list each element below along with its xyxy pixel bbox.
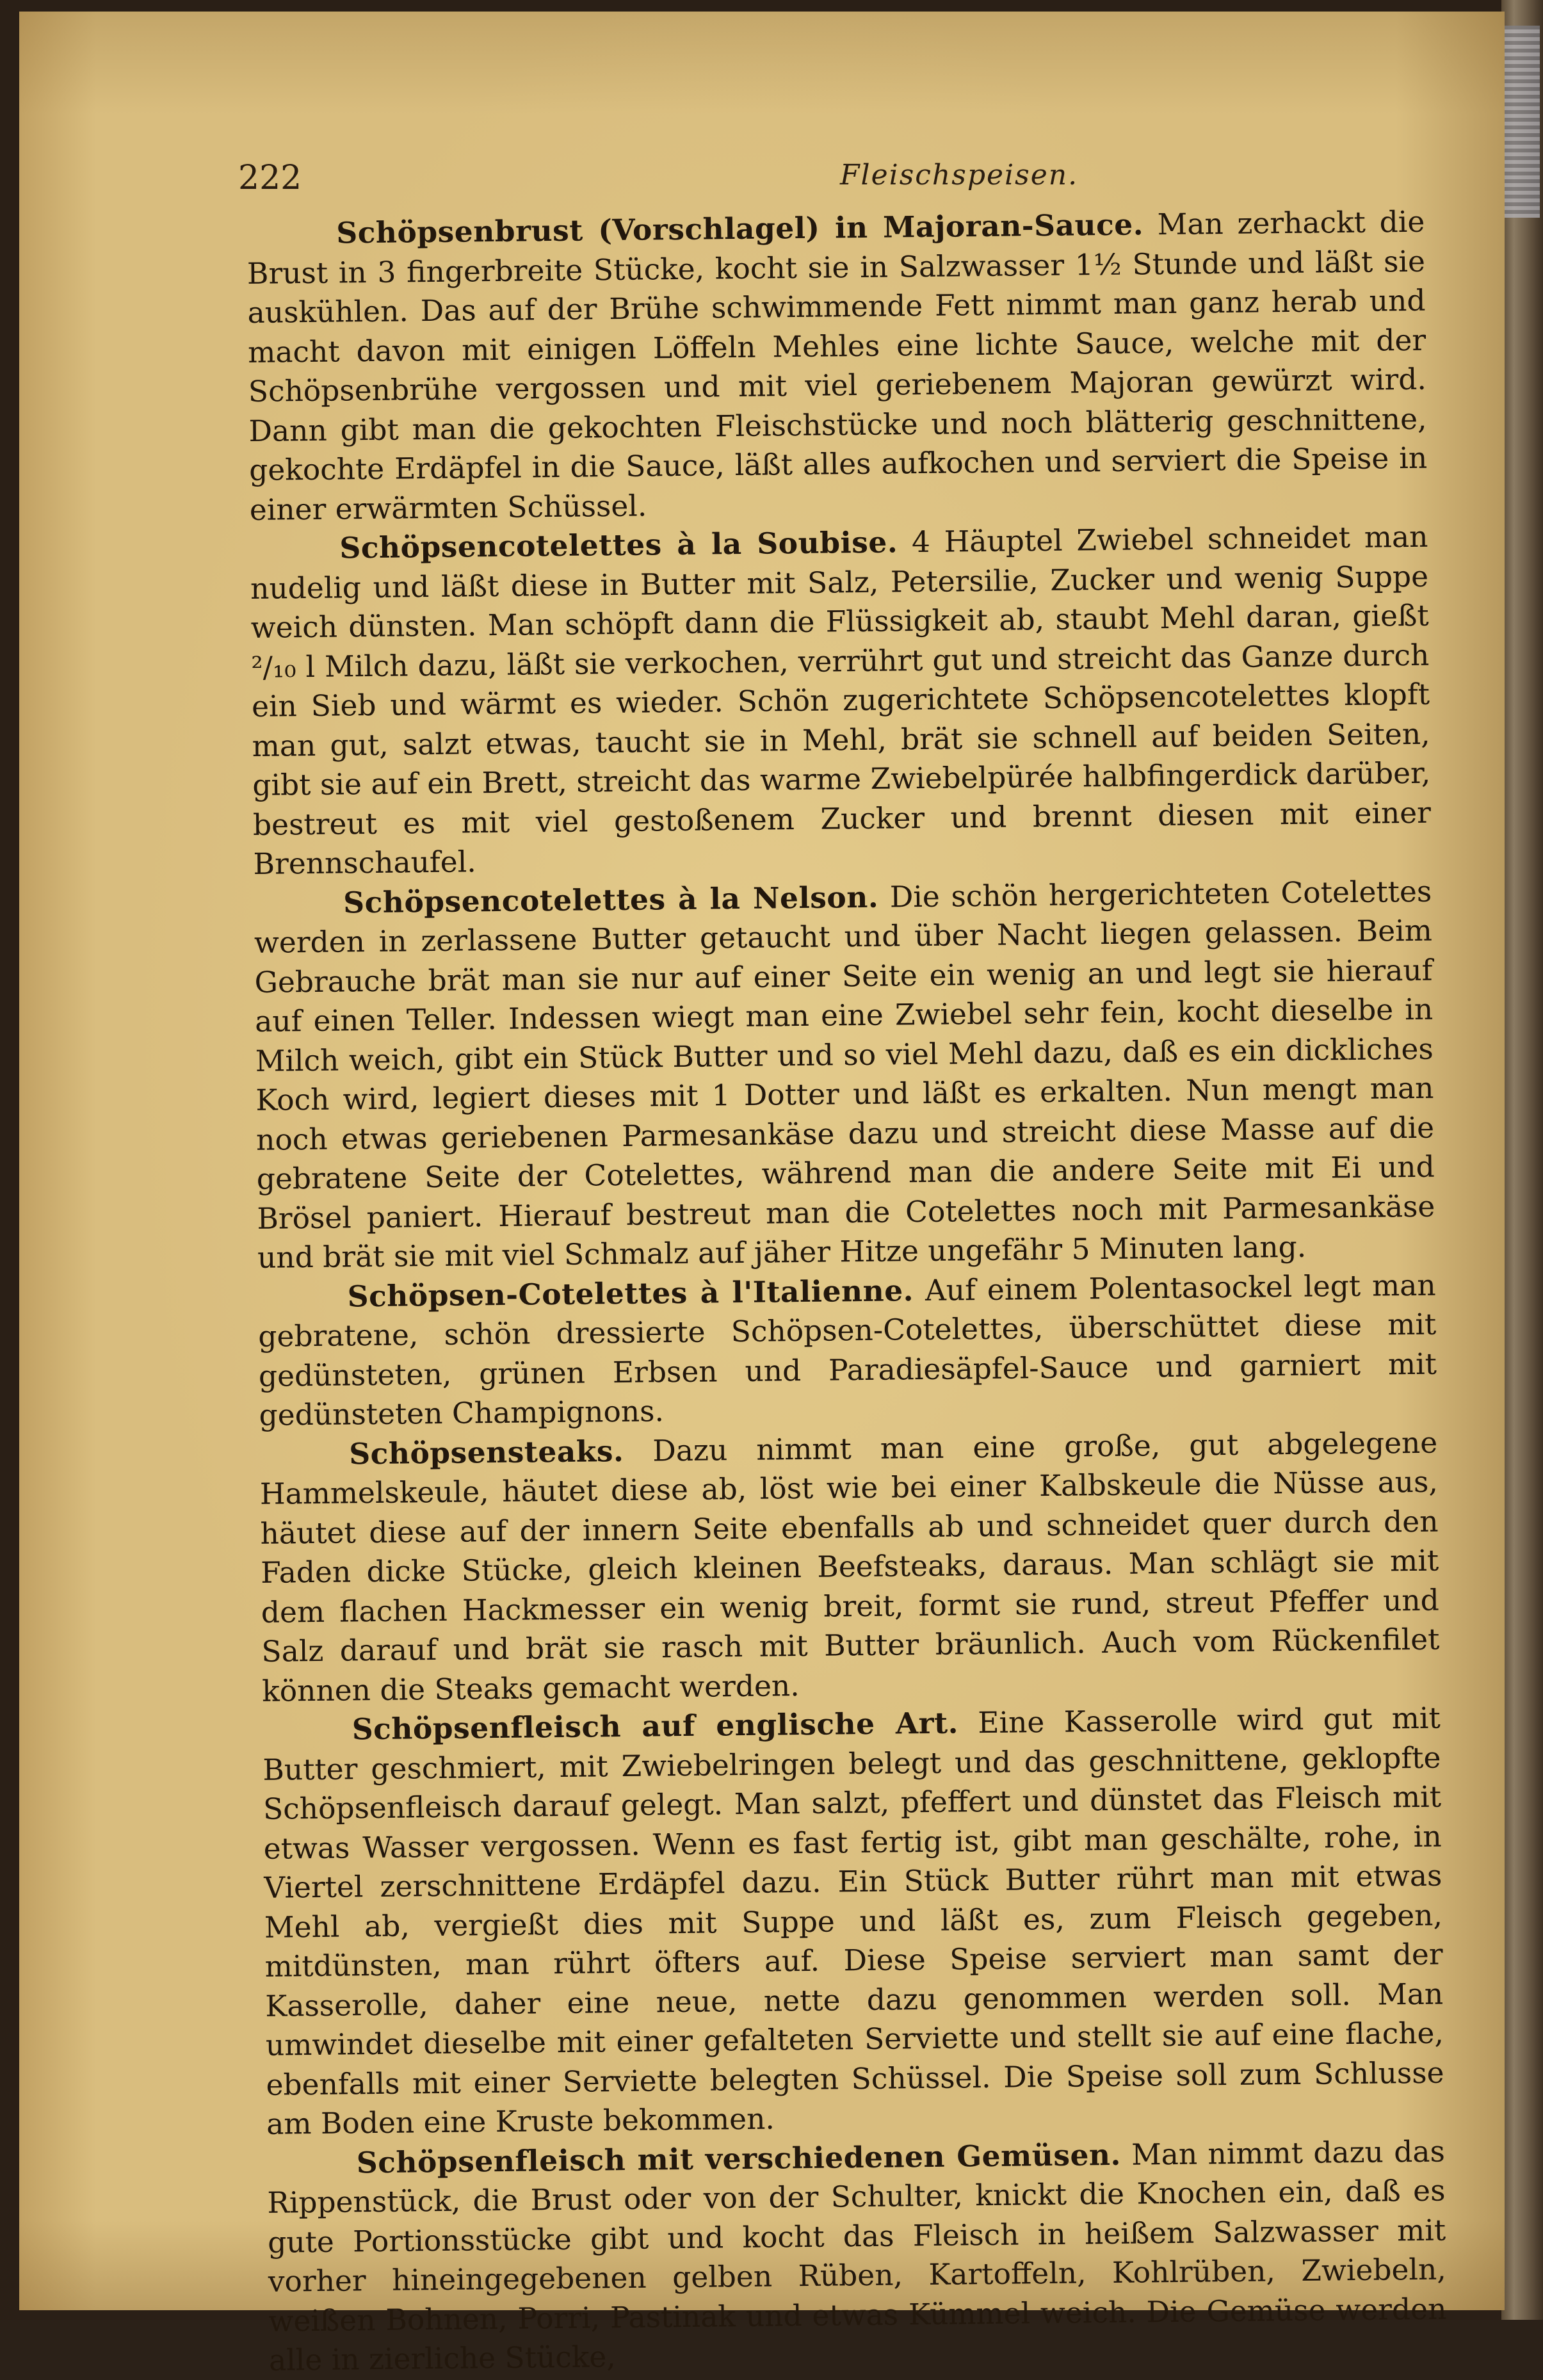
book-spine [1501,0,1543,2320]
recipe-body: Man nimmt dazu das Rippenstück, die Brust oder von der Schulter, knickt die Knochen ein, daß es gute Portionsstücke gibt und kocht das Fleisch in heißem Salzwasser mit vorher hineingegebenen gelben Rüben, Kartoffeln, Kohlrüben, Zwiebeln, weißen Bohnen, Porri, Pastinak und etwas Kümmel weich. Die Gemüse werden alle in zierliche Stücke, [267,2134,1447,2377]
recipe-body: Die schön hergerichteten Cotelettes werden in zerlassene Butter getaucht und über Nacht liegen gelassen. Beim Gebrauche brät man sie nur auf einer Seite ein wenig an und legt sie hierauf auf einen Teller. Indessen wiegt man eine Zwiebel sehr fein, kocht dieselbe in Milch weich, gibt ein Stück Butter und so viel Mehl dazu, daß es ein dickliches Koch wird, legiert dieses mit 1 Dotter und läßt es erkalten. Nun mengt man noch etwas geriebenen Parmesankäse dazu und streicht diese Masse auf die gebratene Seite der Cotelettes, während man die andere Seite mit Ei und Brösel paniert. Hierauf bestreut man die Cotelettes noch mit Parmesankäse und brät sie mit viel Schmalz auf jäher Hitze ungefähr 5 Minuten lang. [254,874,1435,1275]
recipe-title: Schöpsencotelettes à la Nelson. [343,879,879,919]
recipe-body: 4 Häuptel Zwiebel schneidet man nudelig und läßt diese in Butter mit Salz, Petersilie, Zucker und wenig Suppe weich dünsten. Man schöpft dann die Flüssigkeit ab, staubt Mehl daran, gießt ²/₁₀ l Milch dazu, läßt sie verkochen, verrührt gut und streicht das Ganze durch ein Sieb und wärmt es wieder. Schön zugerichtete Schöpsencotelettes klopft man gut, salzt etwas, taucht sie in Mehl, brät sie schnell auf beiden Seiten, gibt sie auf ein Brett, streicht das warme Zwiebelpürée halbfingerdick darüber, bestreut es mit viel gestoßenem Zucker und brennt diesen mit einer Brennschaufel. [250,519,1432,881]
recipe-title: Schöpsenfleisch auf englische Art. [351,1705,959,1747]
recipe-paragraph [250,517,1432,884]
recipe-paragraph [257,1265,1437,1435]
recipe-paragraph [254,871,1435,1277]
recipe-text-block [246,202,1447,2380]
recipe-title: Schöpsenbrust (Vorschlagel) in Majoran-Sauce. [336,207,1144,250]
recipe-title: Schöpsencotelettes à la Soubise. [339,524,898,565]
page-number: 222 [238,159,302,197]
recipe-body: Auf einem Polentasockel legt man gebratene, schön dressierte Schöpsen-Cotelettes, überschüttet diese mit gedünsteten, grünen Erbsen und Paradiesäpfel-Sauce und garniert mit gedünsteten Champignons. [258,1268,1437,1432]
recipe-paragraph [246,202,1428,530]
spine-binding-stripes [1505,26,1540,218]
page-header [238,159,1391,204]
recipe-paragraph [267,2132,1448,2380]
running-title: Fleischspeisen. [840,159,1079,191]
recipe-paragraph [259,1423,1440,1711]
recipe-body: Eine Kasserolle wird gut mit Butter geschmiert, mit Zwiebelringen belegt und das geschnittene, geklopfte Schöpsenfleisch darauf gelegt. Man salzt, pfeffert und dünstet das Fleisch mit etwas Wasser vergossen. Wenn es fast fertig ist, gibt man geschälte, rohe, in Viertel zerschnittene Erdäpfel dazu. Ein Stück Butter rührt man mit etwas Mehl ab, vergießt dies mit Suppe und läßt es, zum Fleisch gegeben, mitdünsten, man rührt öfters auf. Diese Speise serviert man samt der Kasserolle, daher eine neue, nette dazu genommen werden soll. Man umwindet dieselbe mit einer gefalteten Serviette und stellt sie auf eine flache, ebenfalls mit einer Serviette belegten Schüssel. Die Speise soll zum Schlusse am Boden eine Kruste bekommen. [263,1701,1444,2141]
recipe-body: Dazu nimmt man eine große, gut abgelegene Hammelskeule, häutet diese ab, löst wie bei einer Kalbskeule die Nüsse aus, häutet diese auf der innern Seite ebenfalls ab und schneidet quer durch den Faden dicke Stücke, gleich kleinen Beefsteaks, daraus. Man schlägt sie mit dem flachen Hackmesser ein wenig breit, formt sie rund, streut Pfeffer und Salz darauf und brät sie rasch mit Butter bräunlich. Auch vom Rückenfilet können die Steaks gemacht werden. [259,1425,1440,1708]
recipe-title: Schöpsensteaks. [348,1433,624,1471]
recipe-body: Man zerhackt die Brust in 3 fingerbreite Stücke, kocht sie in Salzwasser 1½ Stunde und läßt sie auskühlen. Das auf der Brühe schwimmende Fett nimmt man ganz herab und macht davon mit einigen Löffeln Mehles eine lichte Sauce, welche mit der Schöpsenbrühe vergossen und mit viel geriebenem Majoran gewürzt wird. Dann gibt man die gekochten Fleischstücke und noch blätterig geschnittene, gekochte Erdäpfel in die Sauce, läßt alles aufkochen und serviert die Speise in einer erwärmten Schüssel. [246,204,1428,527]
recipe-title: Schöpsenfleisch mit verschiedenen Gemüsen. [356,2137,1122,2180]
recipe-title: Schöpsen-Cotelettes à l'Italienne. [347,1272,914,1313]
recipe-paragraph [262,1699,1444,2144]
